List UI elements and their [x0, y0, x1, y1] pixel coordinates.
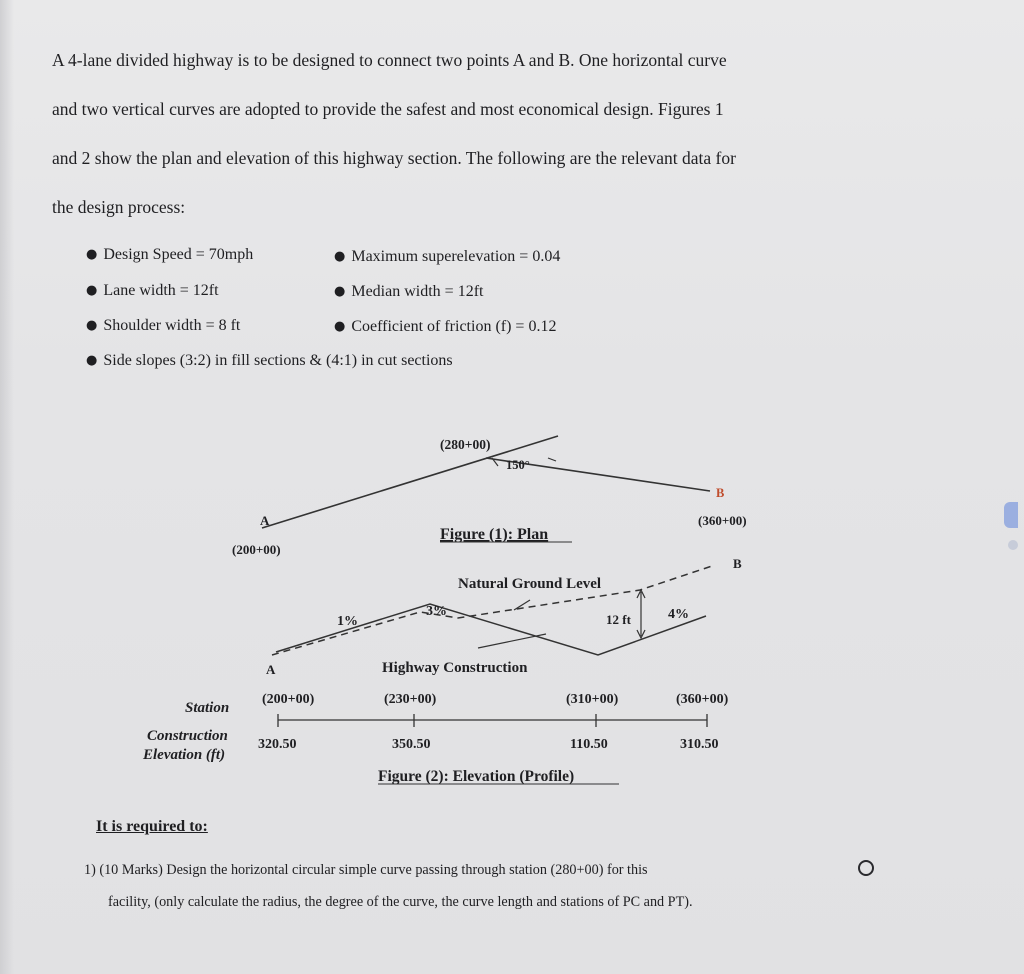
requirement-1-line-1: 1) (10 Marks) Design the horizontal circular simple curve passing through station (280+00) for this	[84, 862, 648, 878]
profile-point-a: A	[266, 662, 276, 677]
bullet-dot-icon: ●	[86, 247, 98, 262]
screen-edge-dot-icon	[1008, 540, 1018, 550]
bullet-dot-icon: ●	[86, 353, 98, 368]
bullet-text: Side slopes (3:2) in fill sections & (4:1) in cut sections	[103, 352, 453, 369]
elevation-row-label-1: Construction	[147, 728, 228, 744]
bullet-dot-icon: ●	[86, 318, 98, 333]
elevation-2: 110.50	[570, 737, 608, 752]
intro-line-2: and two vertical curves are adopted to provide the safest and most economical design. Figures 1	[52, 99, 724, 119]
grade-2-label: 3%	[426, 604, 447, 619]
bullet-dot-icon: ●	[334, 249, 346, 264]
highway-construction-label: Highway Construction	[382, 660, 528, 676]
figure-1-title: Figure (1): Plan	[440, 526, 549, 543]
intro-line-1: A 4-lane divided highway is to be designed to connect two points A and B. One horizontal curve	[52, 50, 727, 70]
grade-1-label: 1%	[337, 614, 358, 629]
plan-tangent-a	[262, 436, 558, 528]
intro-line-3: and 2 show the plan and elevation of this highway section. The following are the relevant data for	[52, 148, 736, 168]
bullet-text: Median width = 12ft	[351, 283, 484, 300]
circle-mark-icon	[858, 860, 874, 876]
bullet-text: Shoulder width = 8 ft	[103, 317, 241, 334]
plan-angle: 150°	[506, 458, 530, 472]
station-3: (360+00)	[676, 692, 729, 707]
bullet-text: Coefficient of friction (f) = 0.12	[351, 318, 557, 335]
bullet-dot-icon: ●	[334, 284, 346, 299]
plan-point-b: B	[716, 486, 725, 500]
screen-edge-highlight-icon	[1004, 502, 1018, 528]
figure-1-plan	[232, 436, 747, 557]
elevation-0: 320.50	[258, 737, 297, 752]
plan-station-b: (360+00)	[698, 513, 747, 528]
plan-station-a: (200+00)	[232, 542, 281, 557]
figure-2-profile	[142, 556, 742, 785]
grade-3-label: 4%	[668, 607, 689, 622]
highway-arrow-icon	[478, 634, 546, 648]
elevation-3: 310.50	[680, 737, 719, 752]
requirement-1-line-2: facility, (only calculate the radius, the degree of the curve, the curve length and stations of PC and PT).	[108, 894, 693, 910]
intro-line-4: the design process:	[52, 197, 186, 217]
figure-2-title: Figure (2): Elevation (Profile)	[378, 768, 575, 785]
elevation-row-label-2: Elevation (ft)	[143, 747, 226, 763]
elevation-1: 350.50	[392, 737, 431, 752]
station-2: (310+00)	[566, 692, 619, 707]
profile-point-b: B	[733, 556, 742, 571]
angle-arrow-right-icon	[548, 458, 556, 461]
bullet-dot-icon: ●	[334, 319, 346, 334]
bullet-text: Maximum superelevation = 0.04	[351, 248, 561, 265]
requirements-title: It is required to:	[96, 818, 208, 835]
station-row-label: Station	[185, 700, 230, 716]
bullet-text: Lane width = 12ft	[103, 282, 219, 299]
plan-station-mid: (280+00)	[440, 437, 491, 452]
bullet-dot-icon: ●	[86, 283, 98, 298]
station-0: (200+00)	[262, 692, 315, 707]
natural-ground-label: Natural Ground Level	[458, 576, 602, 592]
plan-point-a: A	[260, 513, 270, 528]
station-1: (230+00)	[384, 692, 437, 707]
bullet-text: Design Speed = 70mph	[103, 246, 254, 263]
depth-label: 12 ft	[606, 612, 631, 627]
